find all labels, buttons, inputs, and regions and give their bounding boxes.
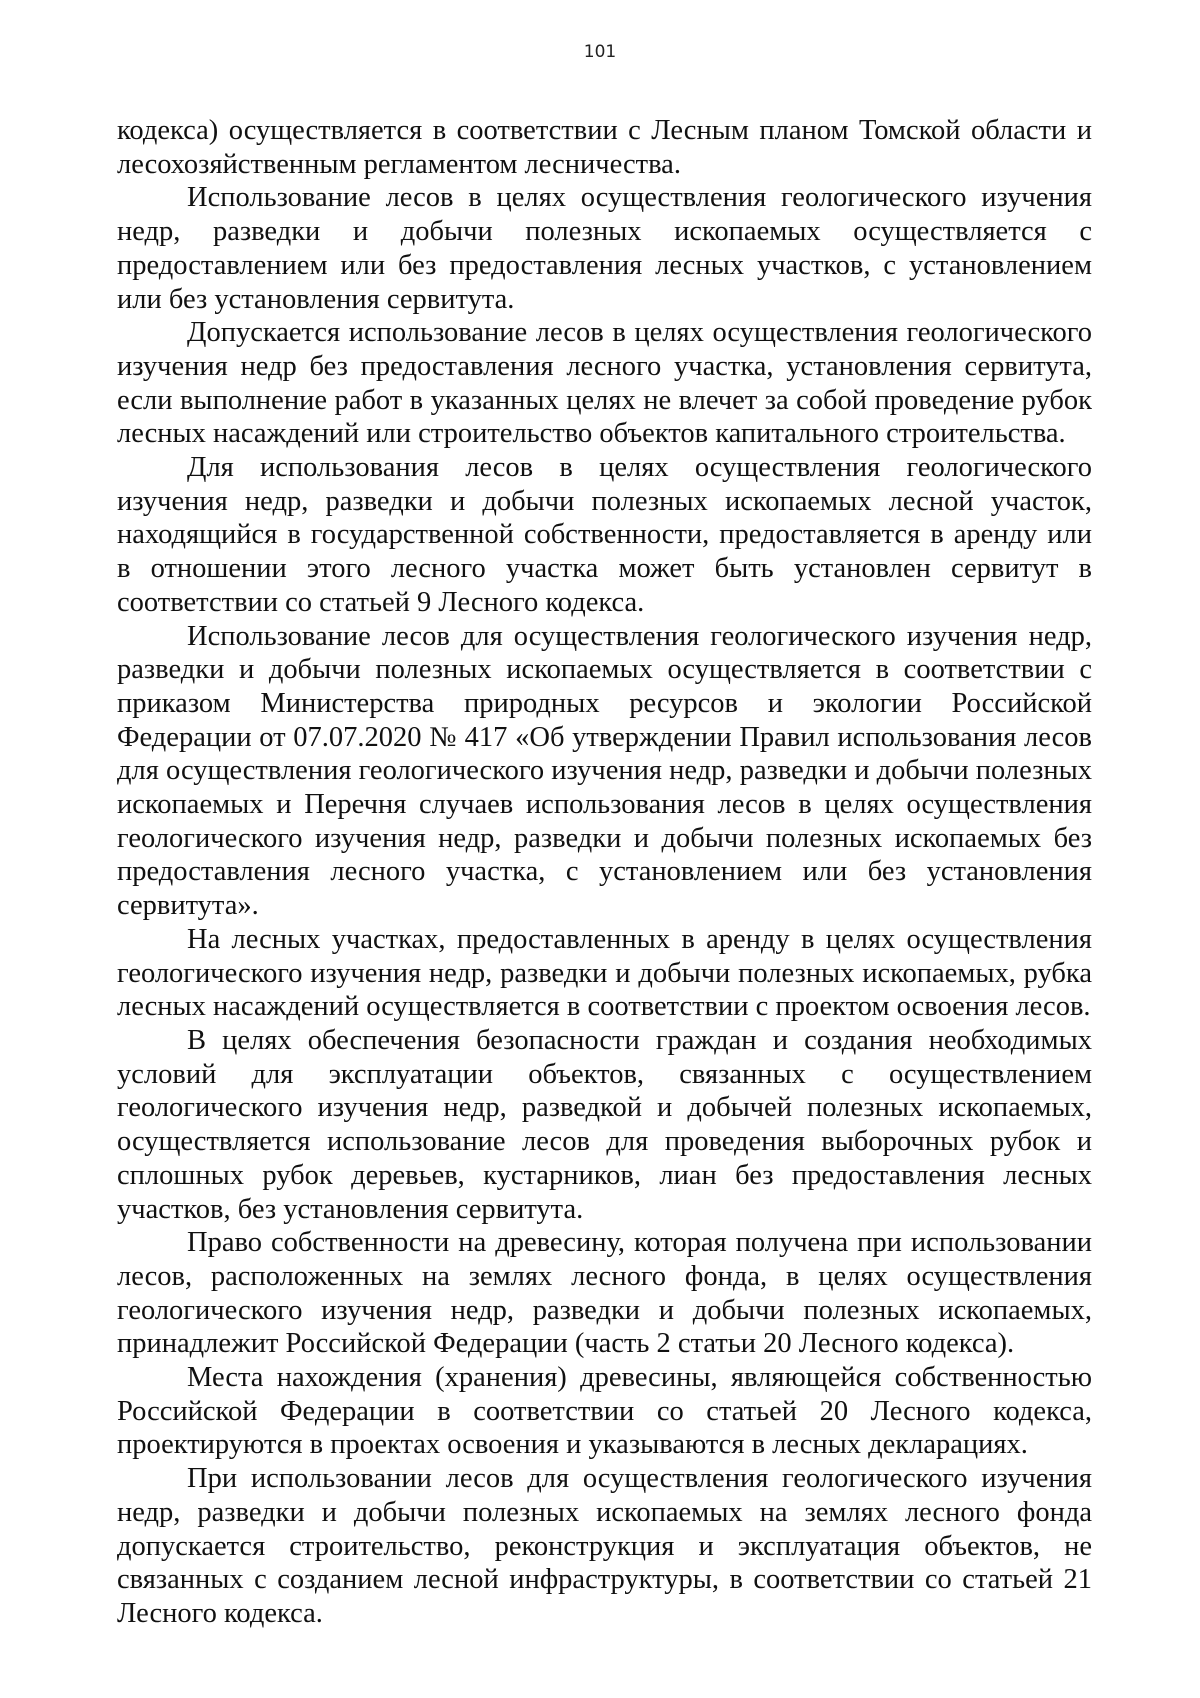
- document-body: [117, 114, 1092, 1631]
- paragraph-10: При использовании лесов для осуществления геологического изучения недр, разведки и добычи полезных ископаемых на землях лесного фонда допускается строительство, реконструкция и эксплуатация объектов, не связанных с созданием лесной инфраструктуры, в соответствии со статьей 21 Лесного кодекса.: [117, 1463, 1092, 1629]
- paragraph-2: Использование лесов в целях осуществления геологического изучения недр, разведки и добычи полезных ископаемых осуществляется с предоставлением или без предоставления лесных участков, с установлением или без установления сервитута.: [117, 182, 1092, 315]
- paragraph-8: Право собственности на древесину, которая получена при использовании лесов, расположенных на землях лесного фонда, в целях осуществления геологического изучения недр, разведки и добычи полезных ископаемых, принадлежит Российской Федерации (часть 2 статьи 20 Лесного кодекса).: [117, 1227, 1092, 1360]
- paragraph-7: В целях обеспечения безопасности граждан и создания необходимых условий для эксплуатации объектов, связанных с осуществлением геологического изучения недр, разведкой и добычей полезных ископаемых, осуществляется использование лесов для проведения выборочных рубок и сплошных рубок деревьев, кустарников, лиан без предоставления лесных участков, без установления сервитута.: [117, 1024, 1092, 1225]
- page-number: 101: [583, 42, 617, 62]
- paragraph-9: Места нахождения (хранения) древесины, являющейся собственностью Российской Федерации в соответствии со статьей 20 Лесного кодекса, проектируются в проектах освоения и указываются в лесных декларациях.: [117, 1362, 1092, 1461]
- paragraph-3: Допускается использование лесов в целях осуществления геологического изучения недр без предоставления лесного участка, установления сервитута, если выполнение работ в указанных целях не влечет за собой проведение рубок лесных насаждений или строительство объектов капитального строительства.: [117, 317, 1092, 450]
- paragraph-4: Для использования лесов в целях осуществления геологического изучения недр, разведки и добычи полезных ископаемых лесной участок, находящийся в государственной собственности, предоставляется в аренду или в отношении этого лесного участка может быть установлен сервитут в соответствии со статьей 9 Лесного кодекса.: [117, 452, 1092, 618]
- paragraph-1: кодекса) осуществляется в соответствии с Лесным планом Томской области и лесохозяйственным регламентом лесничества.: [117, 115, 1092, 180]
- paragraph-6: На лесных участках, предоставленных в аренду в целях осуществления геологического изучения недр, разведки и добычи полезных ископаемых, рубка лесных насаждений осуществляется в соответствии с проектом освоения лесов.: [117, 923, 1092, 1023]
- paragraph-5: Использование лесов для осуществления геологического изучения недр, разведки и добычи полезных ископаемых осуществляется в соответствии с приказом Министерства природных ресурсов и экологии Российской Федерации от 07.07.2020 № 417 «Об утверждении Правил использования лесов для осуществления геологического изучения недр, разведки и добычи полезных ископаемых и Перечня случаев использования лесов в целях осуществления геологического изучения недр, разведки и добычи полезных ископаемых без предоставления лесного участка, с установлением или без установления сервитута».: [117, 620, 1092, 922]
